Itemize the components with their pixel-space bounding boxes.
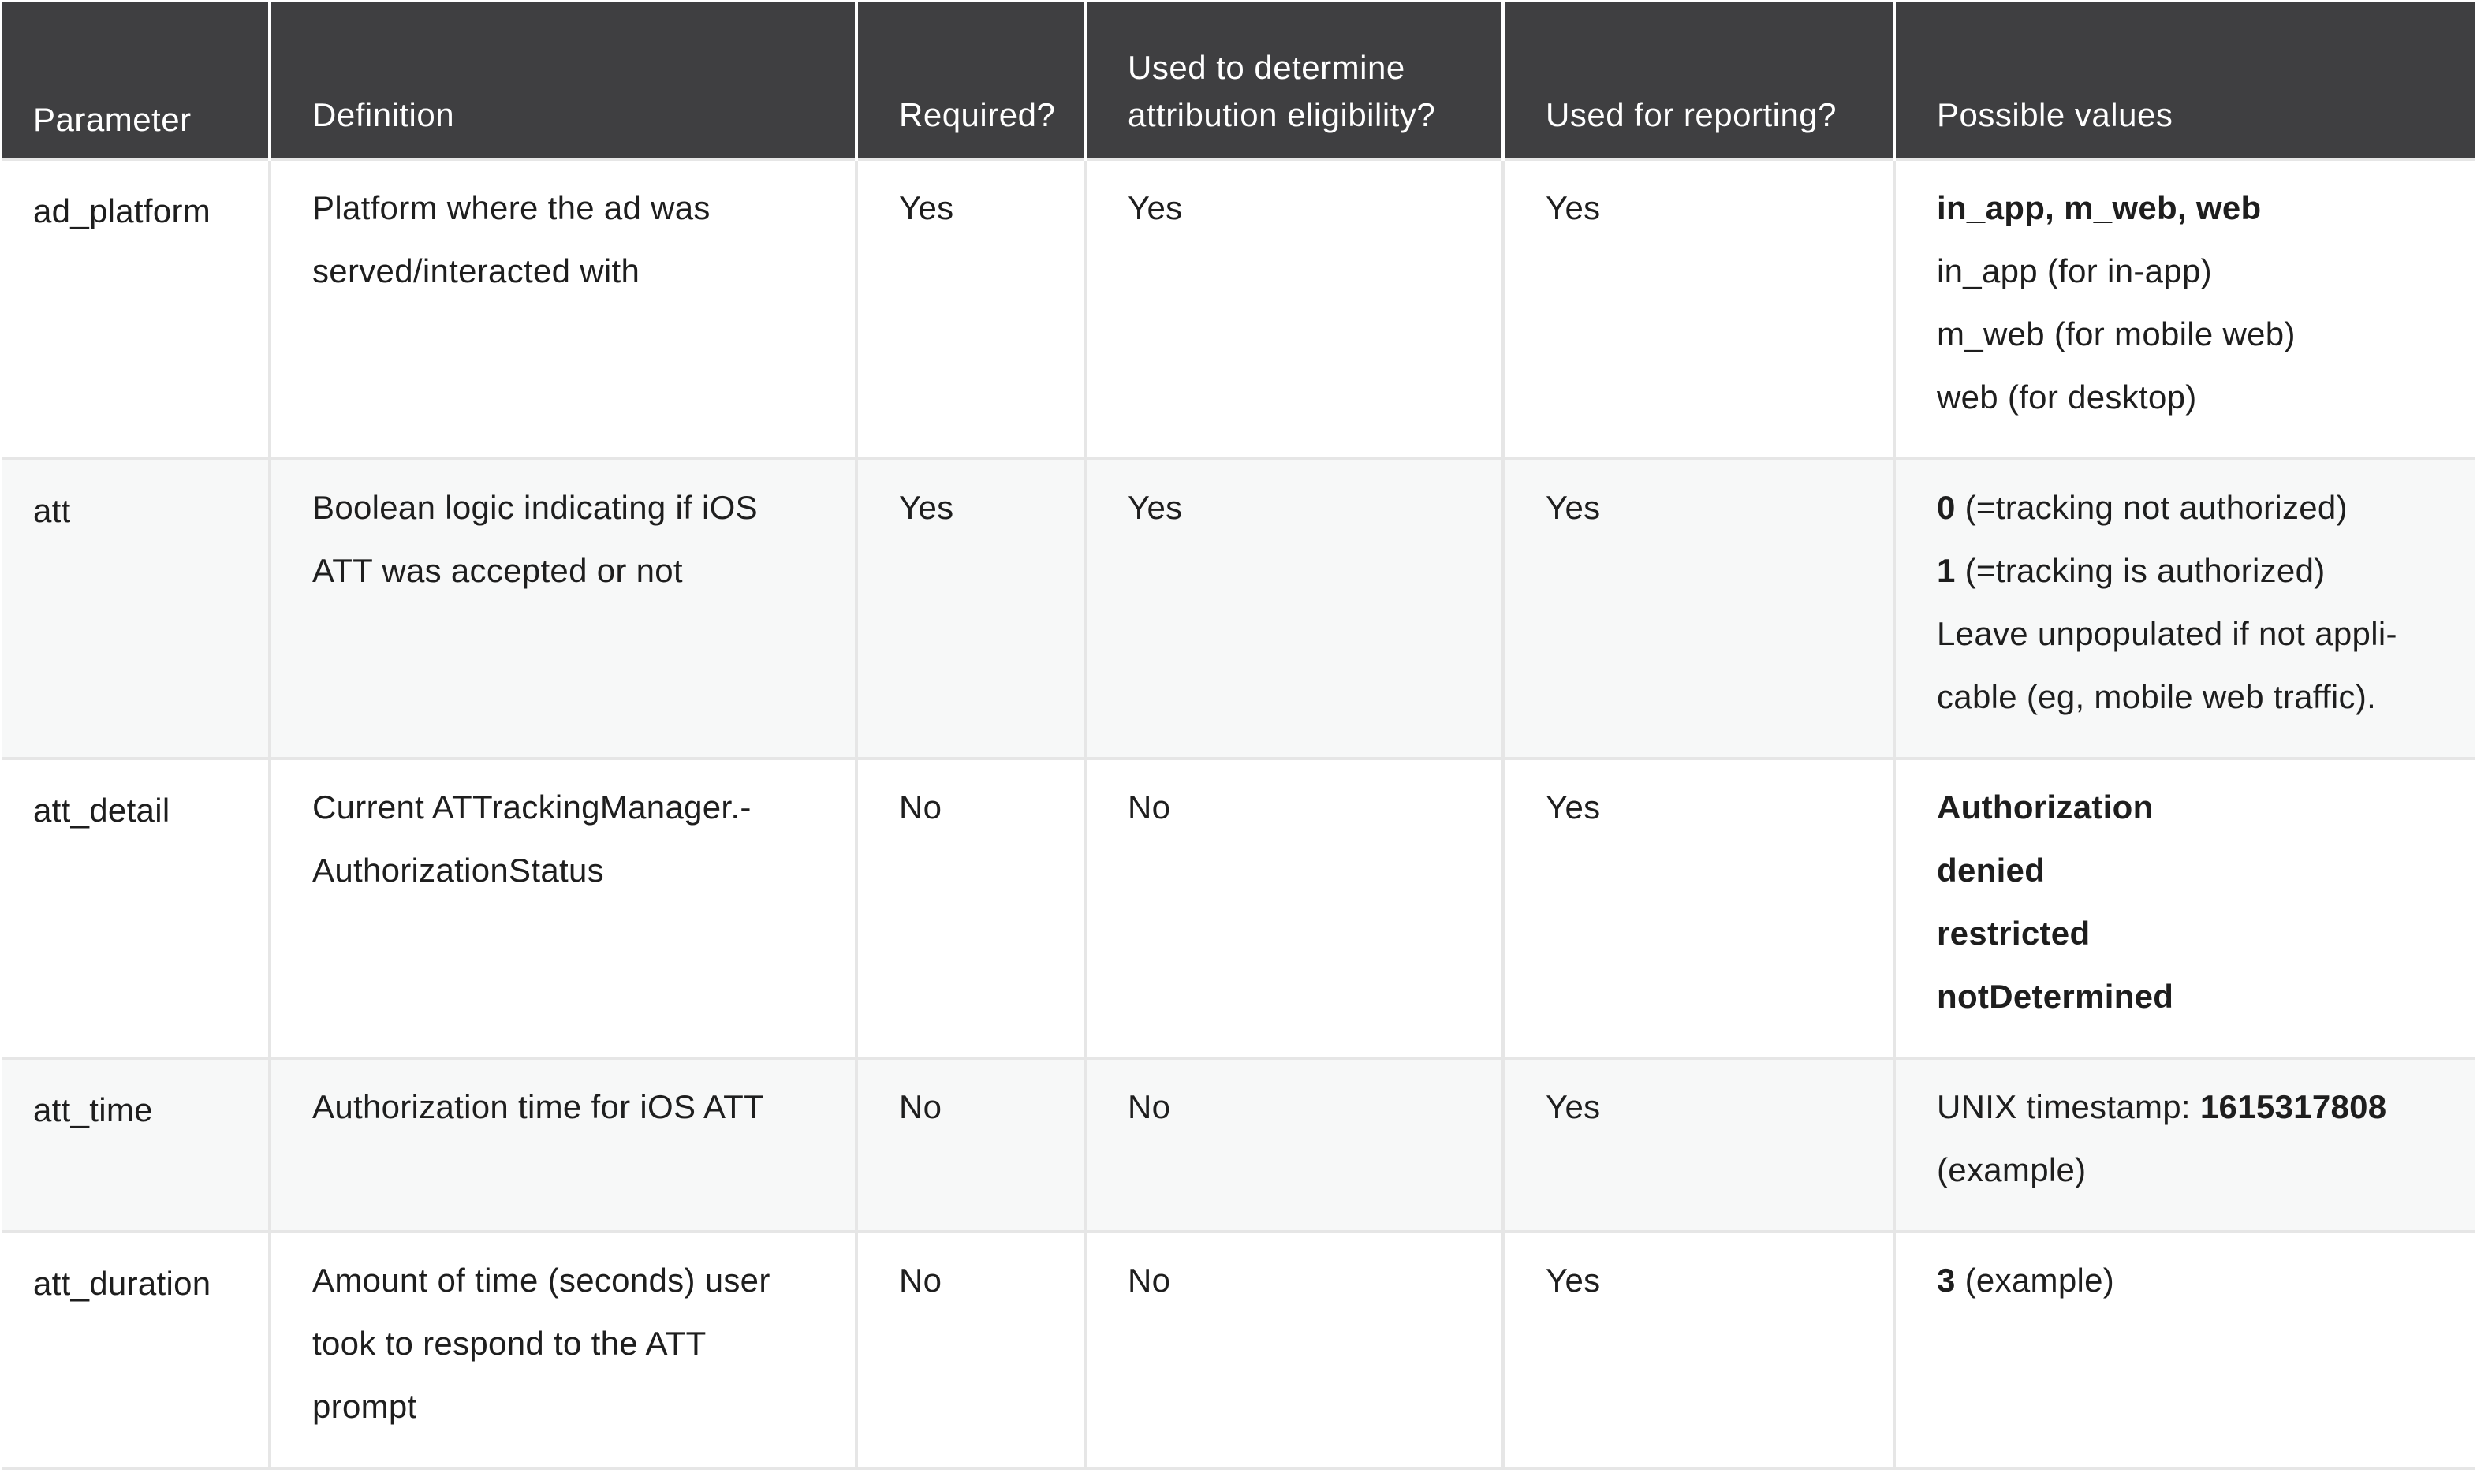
cell-possible-values — [1894, 1232, 2475, 1468]
table-header — [2, 2, 2475, 159]
value-line — [1937, 902, 2468, 965]
cell-attribution: No — [1085, 759, 1503, 1058]
definition-line: AuthorizationStatus — [312, 852, 604, 889]
value-line — [1937, 177, 2468, 240]
definition-line: Boolean logic indicating if iOS — [312, 489, 758, 526]
value-line — [1937, 965, 2468, 1028]
table-row — [2, 1232, 2475, 1468]
definition-line: Platform where the ad was — [312, 189, 711, 226]
value-emphasis: 1 — [1937, 552, 1956, 589]
value-emphasis: notDetermined — [1937, 978, 2174, 1015]
cell-required: Yes — [856, 459, 1085, 759]
value-line — [1937, 240, 2468, 303]
value-emphasis: Authorization — [1937, 789, 2154, 826]
table-row — [2, 159, 2475, 459]
value-text: Leave unpopulated if not appli- — [1937, 615, 2397, 652]
cell-reporting: Yes — [1503, 759, 1894, 1058]
value-emphasis: 3 — [1937, 1262, 1956, 1299]
value-line — [1937, 539, 2468, 602]
value-line — [1937, 1139, 2468, 1202]
cell-reporting: Yes — [1503, 1232, 1894, 1468]
value-line — [1937, 839, 2468, 902]
cell-reporting: Yes — [1503, 159, 1894, 459]
definition-line: prompt — [312, 1388, 417, 1425]
cell-reporting: Yes — [1503, 1058, 1894, 1232]
table-row — [2, 1058, 2475, 1232]
cell-parameter: att_time — [2, 1058, 270, 1232]
cell-required: Yes — [856, 159, 1085, 459]
cell-definition — [270, 1058, 856, 1232]
value-emphasis: in_app, m_web, web — [1937, 189, 2262, 226]
value-line — [1937, 602, 2468, 666]
value-line — [1937, 666, 2468, 729]
value-line — [1937, 303, 2468, 366]
value-text: (=tracking is authorized) — [1955, 552, 2326, 589]
definition-line: ATT was accepted or not — [312, 552, 683, 589]
cell-definition — [270, 459, 856, 759]
header-attribution-line: attribution eligibility? — [1128, 96, 1436, 133]
table-row — [2, 459, 2475, 759]
table-body — [2, 159, 2475, 1468]
cell-attribution: No — [1085, 1232, 1503, 1468]
header-possible-values: Possible values — [1894, 2, 2475, 159]
value-text: web (for desktop) — [1937, 378, 2197, 416]
cell-required: No — [856, 1058, 1085, 1232]
cell-parameter: att_detail — [2, 759, 270, 1058]
cell-attribution: No — [1085, 1058, 1503, 1232]
cell-reporting: Yes — [1503, 459, 1894, 759]
value-text: cable (eg, mobile web traffic). — [1937, 678, 2377, 715]
cell-possible-values — [1894, 159, 2475, 459]
cell-parameter: att — [2, 459, 270, 759]
definition-line: took to respond to the ATT — [312, 1325, 707, 1362]
cell-possible-values — [1894, 759, 2475, 1058]
value-emphasis: 0 — [1937, 489, 1956, 526]
cell-required: No — [856, 759, 1085, 1058]
cell-definition — [270, 1232, 856, 1468]
header-parameter: Parameter — [2, 2, 270, 159]
value-text: (example) — [1955, 1262, 2115, 1299]
definition-line: Authorization time for iOS ATT — [312, 1088, 765, 1125]
value-emphasis: 1615317808 — [2199, 1088, 2387, 1125]
value-prefix: UNIX timestamp: — [1937, 1088, 2200, 1125]
value-text: (=tracking not authorized) — [1955, 489, 2348, 526]
header-reporting: Used for reporting? — [1503, 2, 1894, 159]
value-text: (example) — [1937, 1151, 2087, 1188]
definition-line: Amount of time (seconds) user — [312, 1262, 770, 1299]
value-line — [1937, 476, 2468, 539]
header-definition: Definition — [270, 2, 856, 159]
value-emphasis: restricted — [1937, 915, 2091, 952]
header-required: Required? — [856, 2, 1085, 159]
cell-possible-values — [1894, 459, 2475, 759]
cell-definition — [270, 759, 856, 1058]
cell-parameter: ad_platform — [2, 159, 270, 459]
value-line — [1937, 366, 2468, 429]
cell-attribution: Yes — [1085, 459, 1503, 759]
value-line — [1937, 1076, 2468, 1139]
table-row — [2, 759, 2475, 1058]
cell-required: No — [856, 1232, 1085, 1468]
definition-line: Current ATTrackingManager.- — [312, 789, 752, 826]
value-text: m_web (for mobile web) — [1937, 315, 2296, 352]
value-text: in_app (for in-app) — [1937, 252, 2212, 289]
cell-parameter: att_duration — [2, 1232, 270, 1468]
cell-attribution: Yes — [1085, 159, 1503, 459]
cell-definition — [270, 159, 856, 459]
header-attribution-line: Used to determine — [1128, 49, 1405, 86]
cell-possible-values — [1894, 1058, 2475, 1232]
value-emphasis: denied — [1937, 852, 2046, 889]
parameters-table — [2, 2, 2475, 1470]
definition-line: served/interacted with — [312, 252, 640, 289]
value-line — [1937, 1249, 2468, 1312]
header-attribution — [1085, 2, 1503, 159]
value-line — [1937, 776, 2468, 839]
